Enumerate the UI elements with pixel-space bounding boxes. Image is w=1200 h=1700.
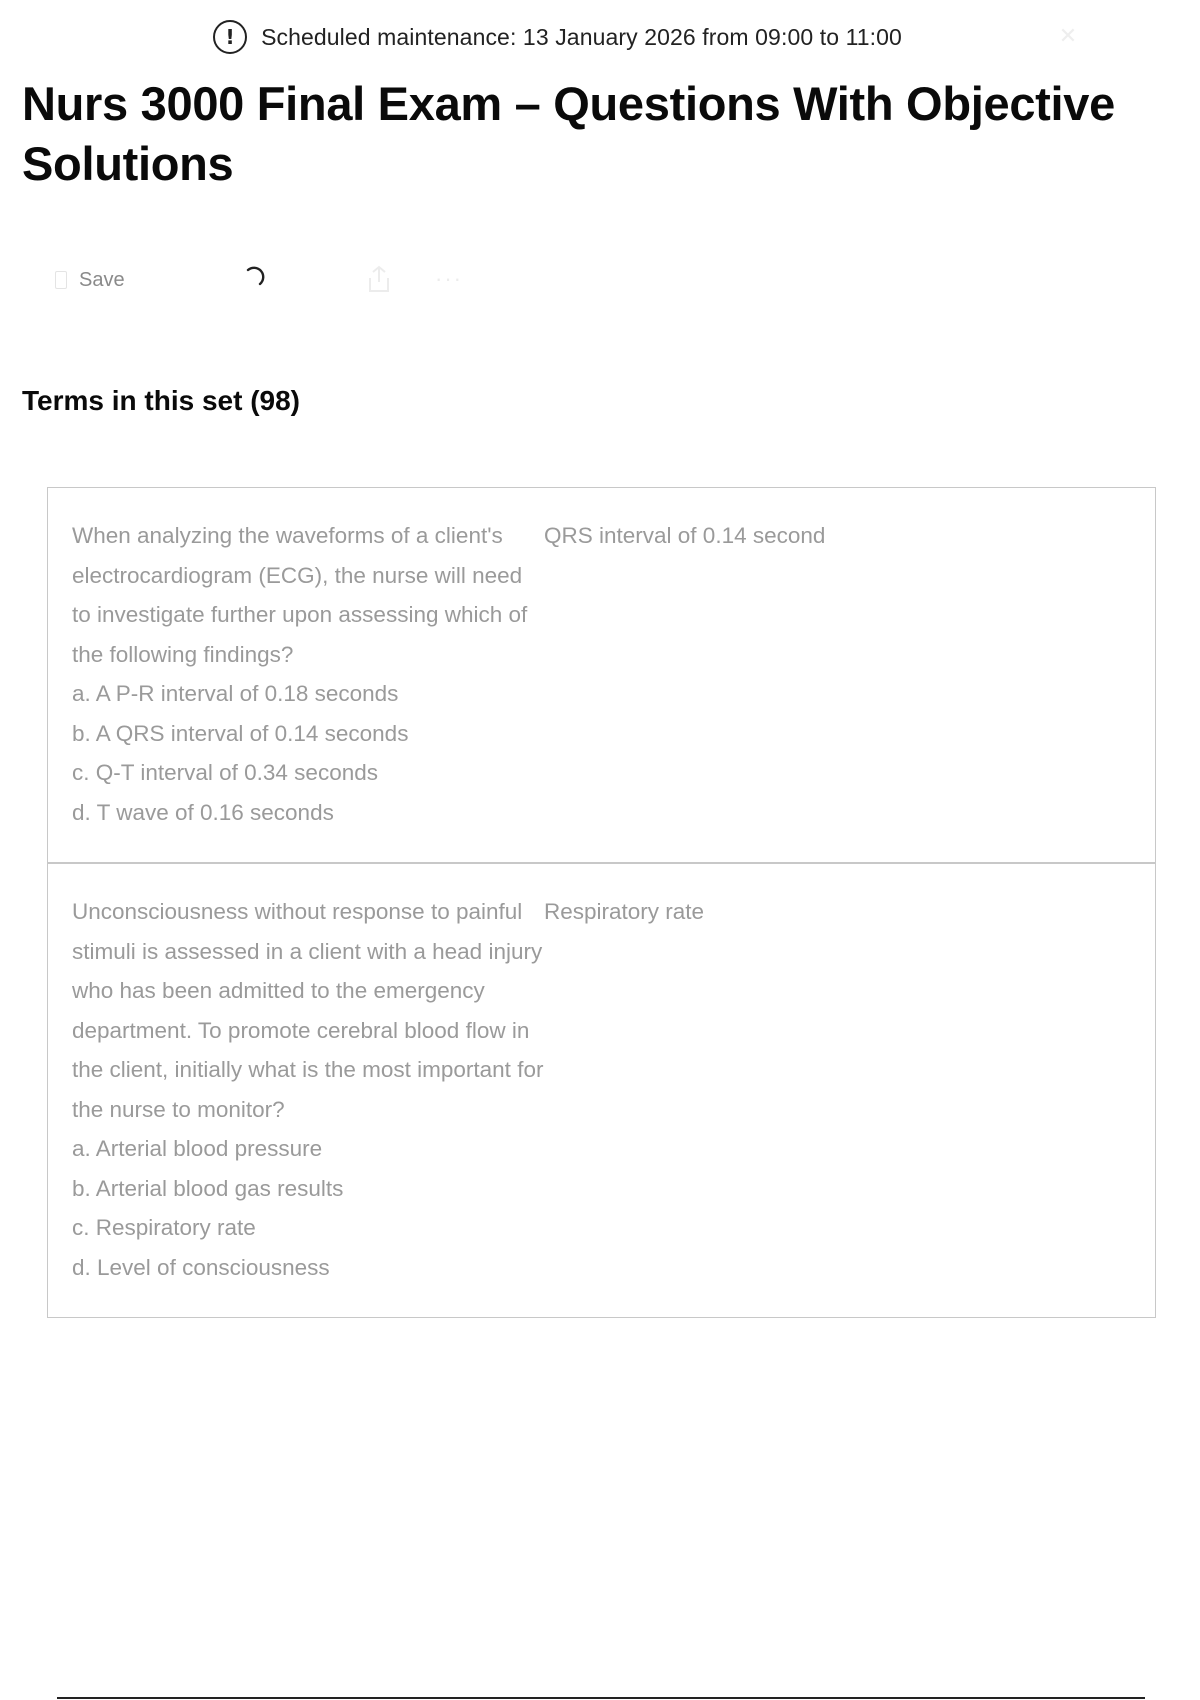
term-side xyxy=(72,892,544,1287)
maintenance-banner-text: Scheduled maintenance: 13 January 2026 from 09:00 to 11:00 xyxy=(261,23,902,50)
bookmark-icon xyxy=(55,271,67,289)
term-option: b. A QRS interval of 0.14 seconds xyxy=(72,720,409,746)
save-button[interactable] xyxy=(55,269,125,292)
term-option: a. A P-R interval of 0.18 seconds xyxy=(72,681,399,706)
term-option: c. Respiratory rate xyxy=(72,1215,256,1240)
loading-spinner-icon xyxy=(243,266,267,290)
term-option: d. Level of consciousness xyxy=(72,1254,330,1280)
term-option: d. T wave of 0.16 seconds xyxy=(72,799,334,825)
page-title: Nurs 3000 Final Exam – Questions With Objective Solutions xyxy=(22,77,1115,190)
term-card xyxy=(48,862,1155,1317)
term-option: a. Arterial blood pressure xyxy=(72,1136,323,1161)
more-options-icon[interactable]: ··· xyxy=(435,266,463,291)
save-button-label: Save xyxy=(79,268,125,291)
share-icon[interactable] xyxy=(365,264,393,294)
maintenance-banner xyxy=(0,14,1200,60)
terms-list xyxy=(47,487,1156,1318)
maintenance-banner-content xyxy=(213,20,902,54)
study-set-toolbar xyxy=(55,258,463,302)
definition-side: Respiratory rate xyxy=(544,899,705,924)
alert-circle-icon: ! xyxy=(213,20,247,54)
term-card xyxy=(48,488,1155,862)
terms-heading: Terms in this set (98) xyxy=(22,385,301,416)
term-option: b. Arterial blood gas results xyxy=(72,1175,344,1201)
term-side xyxy=(72,516,544,832)
definition-side: QRS interval of 0.14 second xyxy=(544,523,826,548)
term-question: Unconsciousness without response to painful stimuli is assessed in a client with a head injury who has been admitted to the emergency department. To promote cerebral blood flow in the client, initially what is the most important for the nurse to monitor? xyxy=(72,899,544,1122)
term-question: When analyzing the waveforms of a client's electrocardiogram (ECG), the nurse will need to investigate further upon assessing which of the following findings? xyxy=(72,523,528,667)
close-icon[interactable]: ✕ xyxy=(1058,23,1078,48)
term-option: c. Q-T interval of 0.34 seconds xyxy=(72,760,378,785)
divider xyxy=(57,1697,1145,1699)
